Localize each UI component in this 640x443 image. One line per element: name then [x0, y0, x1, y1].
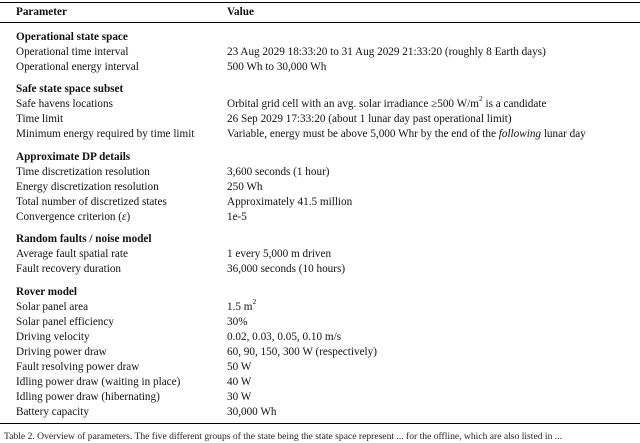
table-row [0, 210, 640, 225]
table-row [0, 360, 640, 375]
table-row [0, 247, 640, 262]
param-cell: Minimum energy required by time limit [16, 128, 195, 140]
value-cell: Approximately 41.5 million [227, 196, 353, 208]
param-cell: Time limit [16, 113, 64, 125]
value-cell: 40 W [227, 376, 252, 388]
table-row [0, 127, 640, 142]
value-cell: 1 every 5,000 m driven [227, 248, 332, 260]
value-cell: 1e-5 [227, 211, 247, 223]
param-cell: Energy discretization resolution [16, 181, 159, 193]
table-caption: Table 2. Overview of parameters. The five different groups of the state being the state space represent ... for the offline, which are also listed in ... [4, 431, 562, 442]
value-cell: Variable, energy must be above 5,000 Whr by the end of the following lunar day [227, 128, 586, 140]
section-title: Operational state space [16, 31, 128, 43]
table-row [0, 60, 640, 75]
table-row [0, 112, 640, 127]
param-cell: Driving power draw [16, 346, 107, 358]
top-rule [0, 2, 640, 3]
value-cell: 3,600 seconds (1 hour) [227, 166, 330, 178]
table-row [0, 375, 640, 390]
header-value: Value [227, 6, 254, 18]
param-cell: Idling power draw (hibernating) [16, 391, 160, 403]
param-cell: Convergence criterion (ε) [16, 211, 131, 223]
table-row [0, 330, 640, 345]
table-row [0, 195, 640, 210]
value-cell: 1.5 $m^2$ [227, 297, 257, 313]
value-cell: 0.02, 0.03, 0.05, 0.10 m/s [227, 331, 342, 343]
table-row [0, 390, 640, 405]
table-row [0, 315, 640, 330]
value-cell: 30,000 Wh [227, 406, 277, 418]
param-cell: Idling power draw (waiting in place) [16, 376, 181, 388]
table-row [0, 297, 640, 315]
param-cell: Time discretization resolution [16, 166, 150, 178]
value-cell: 30% [227, 316, 248, 328]
section-title: Random faults / noise model [16, 233, 152, 245]
header-parameter: Parameter [16, 6, 67, 18]
value-cell: 60, 90, 150, 300 W (respectively) [227, 346, 377, 358]
value-cell: 50 W [227, 361, 252, 373]
value-cell: 36,000 seconds (10 hours) [227, 263, 346, 275]
section-title: Rover model [16, 286, 78, 298]
value-cell: Orbital grid cell with an avg. solar irradiance ≥500 $W/m^2$ is a candidate [227, 94, 547, 110]
param-cell: Operational time interval [16, 46, 129, 58]
table-row [0, 180, 640, 195]
table-row [0, 405, 640, 420]
param-cell: Fault recovery duration [16, 263, 122, 275]
param-cell: Fault resolving power draw [16, 361, 140, 373]
header-rule [0, 22, 640, 23]
value-cell: 500 Wh to 30,000 Wh [227, 61, 327, 73]
param-cell: Driving velocity [16, 331, 90, 343]
value-cell: 26 Sep 2029 17:33:20 (about 1 lunar day past operational limit) [227, 113, 512, 125]
value-cell: 250 Wh [227, 181, 263, 193]
param-cell: Total number of discretized states [16, 196, 167, 208]
value-cell: 30 W [227, 391, 252, 403]
param-cell: Solar panel area [16, 301, 89, 313]
value-cell: 23 Aug 2029 18:33:20 to 31 Aug 2029 21:33:20 (roughly 8 Earth days) [227, 46, 546, 58]
param-cell: Battery capacity [16, 406, 89, 418]
section-title: Safe state space subset [16, 83, 124, 95]
table-row [0, 94, 640, 112]
section-title: Approximate DP details [16, 151, 131, 163]
param-cell: Average fault spatial rate [16, 248, 128, 260]
table-row [0, 262, 640, 277]
table-row [0, 345, 640, 360]
table-header [0, 5, 640, 20]
param-cell: Solar panel efficiency [16, 316, 114, 328]
table-row [0, 165, 640, 180]
param-cell: Safe havens locations [16, 98, 113, 110]
table-row [0, 45, 640, 60]
param-cell: Operational energy interval [16, 61, 139, 73]
bottom-rule [0, 423, 640, 424]
